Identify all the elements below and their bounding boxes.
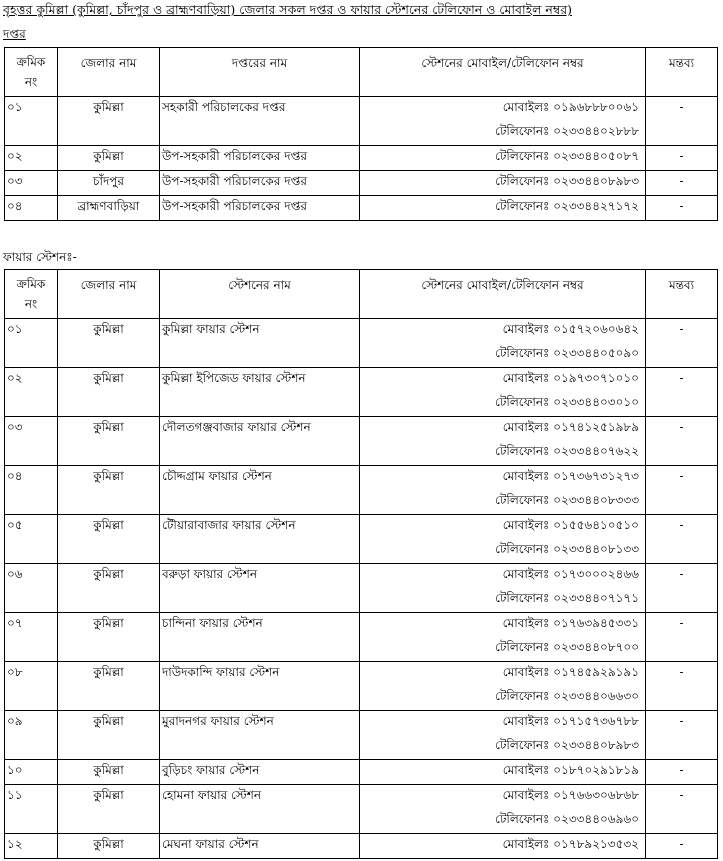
phone-line-secondary: টেলিফোনঃ ০২৩৩৪৪০২৮৮৮ xyxy=(495,124,639,138)
district-cell xyxy=(58,760,160,785)
serial-cell xyxy=(5,662,58,711)
remarks-cell xyxy=(646,319,718,368)
header-remarks: মন্তব্য xyxy=(646,48,718,97)
document-title: বৃহত্তর কুমিল্লা (কুমিল্লা, চাঁদপুর ও ব্রাহ্মণবাড়িয়া) জেলার সকল দপ্তর ও ফায়ার স্টেশনের টেলিফোন ও মোবাইল নম্বর) xyxy=(3,2,572,17)
name-cell xyxy=(160,97,360,146)
phone-cell xyxy=(360,417,646,466)
phone-cell xyxy=(360,662,646,711)
remarks-text: - xyxy=(679,174,684,188)
table-row xyxy=(5,564,718,613)
stations-table-body xyxy=(5,319,718,859)
phone-line-primary: মোবাইলঃ ০১৭৬৬৩০৬৮৬৮ xyxy=(502,788,639,802)
remarks-text: - xyxy=(679,149,684,163)
name-cell xyxy=(160,515,360,564)
district-cell xyxy=(58,711,160,760)
phone-line-primary: মোবাইলঃ ০১৭৩০০০২৪৬৬ xyxy=(502,567,639,581)
phone-cell xyxy=(360,760,646,785)
serial-cell xyxy=(5,760,58,785)
district-cell-text: কুমিল্লা xyxy=(93,371,124,385)
stations-table xyxy=(4,269,718,859)
district-cell xyxy=(58,785,160,834)
serial-cell xyxy=(5,613,58,662)
district-cell-text: কুমিল্লা xyxy=(93,665,124,679)
serial-cell-text: ০২ xyxy=(7,371,23,385)
serial-cell-text: ০৯ xyxy=(7,714,23,728)
district-cell-text: কুমিল্লা xyxy=(93,518,124,532)
name-cell xyxy=(160,711,360,760)
phone-line-primary: টেলিফোনঃ ০২৩৩৪৪২৭১৭২ xyxy=(494,199,639,213)
header-serial-line2: নং xyxy=(24,75,38,89)
serial-cell xyxy=(5,564,58,613)
district-cell xyxy=(58,97,160,146)
remarks-cell xyxy=(646,834,718,859)
district-cell xyxy=(58,613,160,662)
header-remarks: মন্তব্য xyxy=(646,270,718,319)
district-cell xyxy=(58,515,160,564)
phone-line-secondary: টেলিফোনঃ ০২৩৩৪৪০৭১৭১ xyxy=(495,591,639,605)
phone-cell xyxy=(360,171,646,196)
name-cell xyxy=(160,196,360,221)
remarks-cell xyxy=(646,760,718,785)
table-header-row xyxy=(5,48,718,97)
phone-line-primary: মোবাইলঃ ০১৭১৫৭৩৬৭৮৮ xyxy=(502,714,639,728)
header-serial xyxy=(5,48,58,97)
table-row xyxy=(5,466,718,515)
phone-line-primary: মোবাইলঃ ০১৫৭২০৬০৬৪২ xyxy=(502,322,639,336)
phone-cell xyxy=(360,319,646,368)
name-cell xyxy=(160,613,360,662)
serial-cell-text: ১১ xyxy=(7,788,23,802)
district-cell-text: কুমিল্লা xyxy=(93,100,124,114)
name-cell xyxy=(160,368,360,417)
phone-line-secondary: টেলিফোনঃ ০২৩৩৪৪০৫০৯০ xyxy=(495,346,639,360)
phone-cell xyxy=(360,564,646,613)
remarks-text: - xyxy=(679,199,684,213)
name-cell xyxy=(160,466,360,515)
remarks-text: - xyxy=(679,616,684,630)
table-row xyxy=(5,711,718,760)
serial-cell-text: ১০ xyxy=(7,763,23,777)
serial-cell-text: ০৭ xyxy=(7,616,23,630)
district-cell xyxy=(58,417,160,466)
serial-cell-text: ০৩ xyxy=(7,174,23,188)
phone-line-primary: টেলিফোনঃ ০২৩৩৪৪০৮৯৮৩ xyxy=(495,174,639,188)
district-cell-text: কুমিল্লা xyxy=(93,616,124,630)
district-cell-text: কুমিল্লা xyxy=(93,714,124,728)
name-cell-text: বরুড়া ফায়ার স্টেশন xyxy=(162,567,257,581)
phone-line-primary: মোবাইলঃ ০১৭৪১২৫১৯৮৯ xyxy=(502,420,639,434)
phone-line-primary: মোবাইলঃ ০১৯৬৮৮৮০০৬১ xyxy=(502,100,639,114)
phone-line-secondary: টেলিফোনঃ ০২৩৩৪৪০৩০১০ xyxy=(494,395,639,409)
district-cell xyxy=(58,466,160,515)
serial-cell-text: ০৪ xyxy=(7,469,23,483)
serial-cell xyxy=(5,785,58,834)
table-row xyxy=(5,613,718,662)
remarks-cell xyxy=(646,146,718,171)
remarks-cell xyxy=(646,97,718,146)
district-cell-text: কুমিল্লা xyxy=(93,469,124,483)
table-row xyxy=(5,196,718,221)
phone-line-primary: মোবাইলঃ ০১৭৪৫৯২৯১৯১ xyxy=(502,665,639,679)
name-cell xyxy=(160,171,360,196)
remarks-cell xyxy=(646,662,718,711)
name-cell-text: উপ-সহকারী পরিচালকের দপ্তর xyxy=(162,149,307,163)
district-cell xyxy=(58,146,160,171)
remarks-text: - xyxy=(679,665,684,679)
name-cell-text: চৌদ্দগ্রাম ফায়ার স্টেশন xyxy=(162,469,272,483)
serial-cell xyxy=(5,196,58,221)
district-cell-text: কুমিল্লা xyxy=(93,420,124,434)
serial-cell xyxy=(5,146,58,171)
serial-cell-text: ০৮ xyxy=(7,665,23,679)
remarks-text: - xyxy=(679,100,684,114)
remarks-text: - xyxy=(679,714,684,728)
phone-line-secondary: টেলিফোনঃ ০২৩৩৪৪০৮১৩৩ xyxy=(495,542,639,556)
phone-line-secondary: টেলিফোনঃ ০২৩৩৪৪০৬৯৬০ xyxy=(494,812,639,826)
remarks-text: - xyxy=(679,567,684,581)
phone-cell xyxy=(360,466,646,515)
district-cell xyxy=(58,196,160,221)
phone-cell xyxy=(360,613,646,662)
serial-cell xyxy=(5,711,58,760)
serial-cell-text: ০৬ xyxy=(7,567,23,581)
phone-line-secondary: টেলিফোনঃ ০২৩৩৪৪০৬৬৩০ xyxy=(494,689,639,703)
header-office-name: দপ্তরের নাম xyxy=(160,48,360,97)
remarks-cell xyxy=(646,368,718,417)
serial-cell xyxy=(5,515,58,564)
serial-cell-text: ০১ xyxy=(7,100,23,114)
phone-cell xyxy=(360,97,646,146)
remarks-text: - xyxy=(679,788,684,802)
phone-cell xyxy=(360,146,646,171)
name-cell xyxy=(160,834,360,859)
district-cell-text: কুমিল্লা xyxy=(93,149,124,163)
phone-cell xyxy=(360,834,646,859)
header-district: জেলার নাম xyxy=(58,270,160,319)
phone-cell xyxy=(360,711,646,760)
name-cell xyxy=(160,146,360,171)
remarks-text: - xyxy=(679,469,684,483)
stations-section-label: ফায়ার স্টেশনঃ- xyxy=(3,250,77,264)
remarks-text: - xyxy=(679,420,684,434)
name-cell-text: মেঘনা ফায়ার স্টেশন xyxy=(162,837,259,851)
phone-line-primary: মোবাইলঃ ০১৫৫৬৪১০৫১০ xyxy=(502,518,639,532)
serial-cell-text: ০২ xyxy=(7,149,23,163)
phone-line-secondary: টেলিফোনঃ ০২৩৩৪৪০৮৭০০ xyxy=(494,640,639,654)
name-cell-text: কুমিল্লা ইপিজেড ফায়ার স্টেশন xyxy=(162,371,306,385)
serial-cell-text: ০৪ xyxy=(7,199,23,213)
remarks-cell xyxy=(646,785,718,834)
remarks-text: - xyxy=(679,518,684,532)
district-cell xyxy=(58,564,160,613)
phone-line-primary: মোবাইলঃ ০১৯৭৩০৭১০১০ xyxy=(502,371,639,385)
table-row xyxy=(5,97,718,146)
table-header-row xyxy=(5,270,718,319)
serial-cell xyxy=(5,466,58,515)
header-district: জেলার নাম xyxy=(58,48,160,97)
serial-cell xyxy=(5,97,58,146)
district-cell-text: কুমিল্লা xyxy=(93,567,124,581)
phone-cell xyxy=(360,368,646,417)
name-cell xyxy=(160,760,360,785)
district-cell xyxy=(58,834,160,859)
remarks-text: - xyxy=(679,322,684,336)
table-row xyxy=(5,319,718,368)
name-cell-text: বুড়িচং ফায়ার স্টেশন xyxy=(162,763,260,777)
name-cell-text: মুরাদনগর ফায়ার স্টেশন xyxy=(162,714,274,728)
serial-cell xyxy=(5,368,58,417)
district-cell xyxy=(58,662,160,711)
table-row xyxy=(5,760,718,785)
table-row xyxy=(5,515,718,564)
name-cell-text: দৌলতগঞ্জবাজার ফায়ার স্টেশন xyxy=(162,420,311,434)
table-row xyxy=(5,368,718,417)
remarks-cell xyxy=(646,196,718,221)
name-cell-text: টৌয়ারাবাজার ফায়ার স্টেশন xyxy=(162,518,296,532)
name-cell xyxy=(160,785,360,834)
name-cell xyxy=(160,564,360,613)
header-serial-line2: নং xyxy=(24,297,38,311)
table-row xyxy=(5,171,718,196)
header-phone: স্টেশনের মোবাইল/টেলিফোন নম্বর xyxy=(360,48,646,97)
remarks-cell xyxy=(646,417,718,466)
remarks-text: - xyxy=(679,371,684,385)
name-cell xyxy=(160,417,360,466)
remarks-cell xyxy=(646,515,718,564)
serial-cell-text: ০৫ xyxy=(7,518,23,532)
district-cell xyxy=(58,171,160,196)
phone-line-secondary: টেলিফোনঃ ০২৩৩৪৪০৮৩৩৩ xyxy=(494,493,639,507)
phone-cell xyxy=(360,196,646,221)
header-station-name: স্টেশনের নাম xyxy=(160,270,360,319)
name-cell-text: সহকারী পরিচালকের দপ্তর xyxy=(162,100,286,114)
phone-cell xyxy=(360,785,646,834)
phone-line-primary: মোবাইলঃ ০১৭৮৯২১৩৫৩২ xyxy=(502,837,639,851)
phone-line-secondary: টেলিফোনঃ ০২৩৩৪৪০৭৬২২ xyxy=(494,444,639,458)
serial-cell xyxy=(5,319,58,368)
serial-cell-text: ১২ xyxy=(7,837,23,851)
header-serial-line1: ক্রমিক xyxy=(16,277,46,291)
remarks-cell xyxy=(646,613,718,662)
header-serial-line1: ক্রমিক xyxy=(16,55,46,69)
remarks-cell xyxy=(646,466,718,515)
serial-cell-text: ০১ xyxy=(7,322,23,336)
phone-line-primary: মোবাইলঃ ০১৭৩৬৭৩১২৭৩ xyxy=(502,469,639,483)
offices-section-label: দপ্তর xyxy=(3,27,26,41)
district-cell-text: কুমিল্লা xyxy=(93,322,124,336)
remarks-text: - xyxy=(679,763,684,777)
remarks-cell xyxy=(646,564,718,613)
name-cell-text: হোমনা ফায়ার স্টেশন xyxy=(162,788,262,802)
name-cell-text: দাউদকান্দি ফায়ার স্টেশন xyxy=(162,665,280,679)
serial-cell xyxy=(5,834,58,859)
district-cell-text: চাঁদপুর xyxy=(92,174,124,188)
district-cell-text: কুমিল্লা xyxy=(93,788,124,802)
name-cell-text: চান্দিনা ফায়ার স্টেশন xyxy=(162,616,263,630)
table-row xyxy=(5,834,718,859)
name-cell-text: উপ-সহকারী পরিচালকের দপ্তর xyxy=(162,199,307,213)
serial-cell xyxy=(5,417,58,466)
header-serial xyxy=(5,270,58,319)
serial-cell xyxy=(5,171,58,196)
table-row xyxy=(5,417,718,466)
remarks-text: - xyxy=(679,837,684,851)
name-cell xyxy=(160,662,360,711)
phone-cell xyxy=(360,515,646,564)
district-cell xyxy=(58,319,160,368)
remarks-cell xyxy=(646,711,718,760)
table-row xyxy=(5,146,718,171)
district-cell-text: কুমিল্লা xyxy=(93,763,124,777)
header-phone: স্টেশনের মোবাইল/টেলিফোন নম্বর xyxy=(360,270,646,319)
name-cell xyxy=(160,319,360,368)
remarks-cell xyxy=(646,171,718,196)
offices-table xyxy=(4,47,718,221)
table-row xyxy=(5,785,718,834)
phone-line-primary: মোবাইলঃ ০১৮৭০২৯১৮১৯ xyxy=(502,763,639,777)
district-cell-text: ব্রাহ্মণবাড়িয়া xyxy=(77,199,140,213)
district-cell xyxy=(58,368,160,417)
phone-line-secondary: টেলিফোনঃ ০২৩৩৪৪০৮৯৮৩ xyxy=(495,738,639,752)
offices-table-body xyxy=(5,97,718,221)
district-cell-text: কুমিল্লা xyxy=(93,837,124,851)
name-cell-text: উপ-সহকারী পরিচালকের দপ্তর xyxy=(162,174,307,188)
table-row xyxy=(5,662,718,711)
phone-line-primary: মোবাইলঃ ০১৭৬৩৯৪৫৩৩১ xyxy=(502,616,639,630)
name-cell-text: কুমিল্লা ফায়ার স্টেশন xyxy=(162,322,260,336)
serial-cell-text: ০৩ xyxy=(7,420,23,434)
phone-line-primary: টেলিফোনঃ ০২৩৩৪৪০৫০৮৭ xyxy=(495,149,639,163)
